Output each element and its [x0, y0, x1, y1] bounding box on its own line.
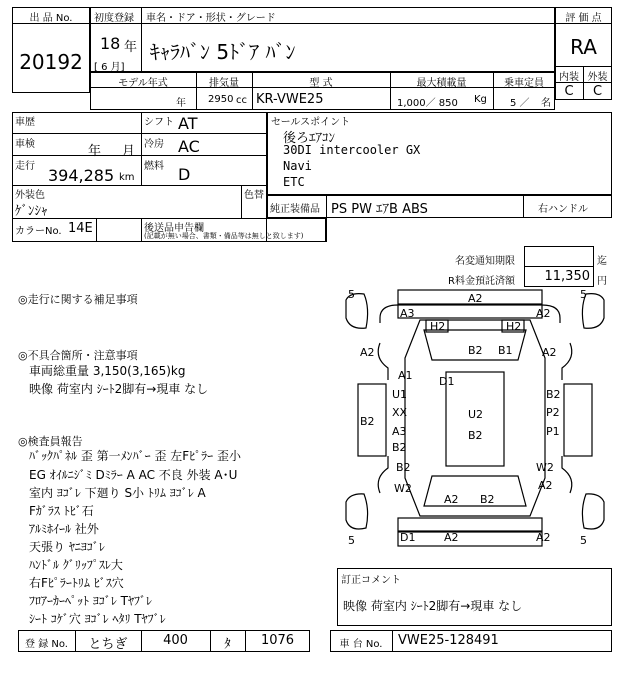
inspector-line: ｱﾙﾐﾎｲｰﾙ 社外 — [29, 522, 99, 536]
mark-u1: U1 — [392, 388, 408, 401]
sales-line: ETC — [283, 175, 305, 189]
damage-diagram — [340, 288, 610, 548]
mark-w2-left: W2 — [394, 482, 412, 495]
mark-u2: U2 — [468, 408, 484, 421]
exterior-label: 外装 — [587, 72, 608, 83]
displacement-unit: cc — [236, 95, 247, 106]
recycle-unit: 円 — [597, 276, 607, 287]
model-label: 型 式 — [309, 78, 333, 89]
reg-label: 登 録 No. — [25, 639, 68, 650]
model-year-label: モデル年式 — [118, 78, 168, 89]
mileage-value: 394,285 — [48, 166, 115, 185]
max-load-unit: Kg — [474, 94, 487, 105]
sales-line: 後ろｴｱｺﾝ — [283, 131, 336, 146]
lot-number: 20192 — [19, 50, 83, 74]
mark-a1-left: A1 — [398, 369, 413, 382]
mark-p2: P2 — [546, 406, 560, 419]
mark-d1-glass: D1 — [439, 375, 455, 388]
reg-kana: ﾀ — [224, 637, 231, 652]
capacity-label: 乗車定員 — [504, 78, 544, 89]
mark-p1: P1 — [546, 425, 560, 438]
inspector-line: 室内 ﾖｺﾞﾚ 下廻り S小 ﾄﾘﾑ ﾖｺﾞﾚ A — [29, 486, 206, 500]
mileage-unit: km — [119, 172, 135, 183]
recycle-value: 11,350 — [544, 269, 590, 284]
mark-b2-left-door: B2 — [360, 415, 375, 428]
mark-d1-rear: D1 — [400, 531, 416, 544]
mark-b2-roof: B2 — [468, 429, 483, 442]
inspector-line: ﾊﾞｯｸﾊﾟﾈﾙ 歪 第一ﾒﾝﾊﾞｰ 歪 左Fﾋﾟﾗｰ 歪小 — [29, 449, 241, 463]
inspector-line: 右Fﾋﾟﾗｰﾄﾘﾑ ﾋﾞｽ穴 — [29, 576, 124, 590]
mark-b2-right: B2 — [546, 388, 561, 401]
first-reg-label: 初度登録 — [94, 13, 134, 24]
chassis-label: 車 台 No. — [339, 639, 383, 650]
mark-a2-rear1: A2 — [444, 493, 459, 506]
seats-label-br: 5 — [580, 534, 587, 547]
mark-b1-hood: B1 — [498, 344, 513, 357]
rating-value: RA — [570, 35, 597, 59]
color-label: 外装色 — [15, 190, 45, 201]
inspector-line: EG ｵｲﾙﾆｼﾞﾐ Dﾐﾗｰ A AC 不良 外装 A･U — [29, 468, 238, 482]
inspector-line: Fｶﾞﾗｽ ﾄﾋﾞ石 — [29, 504, 94, 518]
fuel-value: D — [178, 165, 191, 184]
sales-line: Navi — [283, 159, 312, 173]
color-no-label: カラーNo. — [15, 226, 62, 237]
model-value: KR-VWE25 — [256, 92, 324, 107]
mark-a3-left: A3 — [392, 425, 407, 438]
interior-grade: C — [564, 84, 574, 99]
rating-label: 評 価 点 — [565, 13, 602, 24]
mark-front-a2r: A2 — [536, 307, 551, 320]
mark-h2-left: H2 — [430, 320, 446, 333]
mark-b2-left-door2: B2 — [392, 441, 407, 454]
color-value: ｹﾞﾝｼｬ — [15, 204, 48, 219]
reg-area: とちぎ — [88, 637, 128, 652]
model-year-unit: 年 — [176, 98, 186, 109]
displacement-value: 2950 — [208, 94, 234, 105]
mark-a2-bumper: A2 — [444, 531, 459, 544]
mark-a2-bumper-r: A2 — [536, 531, 551, 544]
reg-class: 400 — [163, 633, 188, 648]
inspection-month: 月 — [122, 144, 136, 159]
mark-b2-hood: B2 — [468, 344, 483, 357]
displacement-label: 排気量 — [209, 78, 239, 89]
mark-w2-right: W2 — [536, 461, 554, 474]
first-reg-month: [ 6 月] — [94, 62, 125, 73]
inspector-title: ◎検査員報告 — [18, 435, 83, 448]
history-label: 車歴 — [15, 117, 35, 128]
inspector-line: ﾌﾛｱｰｶｰﾍﾟｯﾄ ﾖｺﾞﾚ Tﾔﾌﾞﾚ — [29, 594, 152, 608]
fuel-label: 燃料 — [144, 161, 164, 172]
mark-b2-rear: B2 — [480, 493, 495, 506]
defect-line: 映像 荷室内 ｼｰﾄ2脚有→現車 なし — [29, 382, 209, 396]
mark-a2-right-fender: A2 — [542, 346, 557, 359]
ac-value: AC — [178, 137, 200, 156]
mark-a2-right-rear: A2 — [538, 479, 553, 492]
defect-line: 車両総重量 3,150(3,165)kg — [29, 364, 186, 378]
correction-text: 映像 荷室内 ｼｰﾄ2脚有→現車 なし — [343, 599, 523, 613]
sales-label: セールスポイント — [271, 117, 351, 128]
aftermarket-note: (記載が無い場合、書類・備品等は無しと致します) — [144, 232, 304, 240]
inspector-line: 天張り ﾔﾆﾖｺﾞﾚ — [29, 540, 105, 554]
chassis-value: VWE25-128491 — [398, 633, 499, 648]
seats-label-bl: 5 — [348, 534, 355, 547]
notice-value-box — [524, 246, 594, 267]
steering-value: 右ハンドル — [538, 204, 588, 215]
color-no-value: 14E — [68, 221, 93, 236]
inspection-year: 年 — [88, 144, 102, 159]
first-reg-year: 18 — [100, 34, 121, 53]
mark-xx: XX — [392, 406, 408, 419]
car-name: ｷｬﾗﾊﾞﾝ 5ﾄﾞｱ ﾊﾞﾝ — [150, 40, 296, 64]
seats-label-tr: 5 — [580, 288, 587, 301]
color-code-label: 色替 — [244, 190, 264, 201]
equipment-label: 純正装備品 — [270, 204, 320, 215]
sales-line: 30DI intercooler GX — [283, 143, 421, 157]
inspector-line: ﾊﾝﾄﾞﾙ ｸﾞﾘｯﾌﾟｽﾚ大 — [29, 558, 123, 572]
ac-label: 冷房 — [144, 139, 164, 150]
mark-front-a3: A3 — [400, 307, 415, 320]
recycle-label: R料金預託済額 — [448, 276, 515, 287]
inspection-label: 車検 — [15, 139, 35, 150]
interior-label: 内装 — [559, 72, 579, 83]
inspector-line: ｼｰﾄ ｺｹﾞ穴 ﾖｺﾞﾚ ﾍﾀﾘ Tﾔﾌﾞﾚ — [29, 612, 166, 626]
max-load-label: 最大積載量 — [416, 78, 467, 89]
reg-number: 1076 — [260, 633, 295, 648]
correction-label: 訂正コメント — [341, 575, 401, 586]
mark-a2-left-fender: A2 — [360, 346, 375, 359]
notice-unit: 迄 — [597, 256, 607, 267]
notice-label: 名変通知期限 — [455, 256, 515, 267]
driving-title: ◎走行に関する補足事項 — [18, 293, 138, 306]
shift-label: シフト — [144, 117, 174, 128]
aftermarket-label: 後送品申告欄 — [144, 223, 204, 234]
lot-label: 出 品 No. — [29, 13, 73, 24]
defects-title: ◎不具合箇所・注意事項 — [18, 349, 138, 362]
mark-b2-left-rear: B2 — [396, 461, 411, 474]
name-label: 車名・ドア・形状・グレード — [146, 13, 276, 24]
seats-label-tl: 5 — [348, 288, 355, 301]
mark-h2-right: H2 — [506, 320, 522, 333]
max-load-value: 1,000／ 850 — [397, 98, 458, 109]
shift-value: AT — [178, 114, 198, 133]
equipment-value: PS PW ｴｱB ABS — [331, 202, 428, 217]
mileage-label: 走行 — [15, 161, 35, 172]
capacity-value: 5 ／ — [510, 98, 530, 109]
capacity-unit: 名 — [541, 98, 551, 109]
mark-front-a2: A2 — [468, 292, 483, 305]
first-reg-year-unit: 年 — [124, 40, 138, 55]
exterior-grade: C — [592, 84, 603, 99]
